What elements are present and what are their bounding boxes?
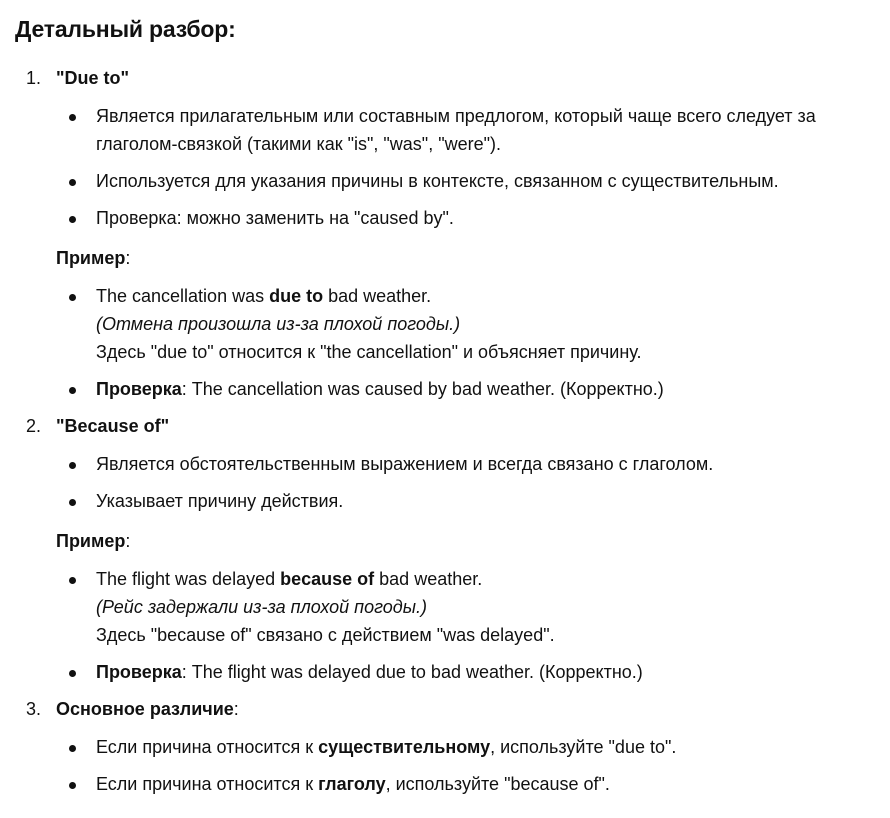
list-item: Указывает причину действия. bbox=[56, 487, 875, 515]
rule-item: Если причина относится к глаголу, используйте "because of". bbox=[56, 770, 875, 798]
section-title: Основное различие: bbox=[56, 699, 239, 719]
check-label: Проверка bbox=[96, 662, 182, 682]
check-label: Проверка bbox=[96, 379, 182, 399]
section-because-of bbox=[15, 412, 875, 686]
example-text-end: bad weather. bbox=[374, 569, 483, 589]
section-number: 2. bbox=[26, 416, 42, 436]
example-translation: (Рейс задержали из-за плохой погоды.) bbox=[96, 597, 427, 617]
rules-list bbox=[56, 733, 875, 798]
list-item: Используется для указания причины в контексте, связанном с существительным. bbox=[56, 167, 875, 195]
section-title: "Due to" bbox=[56, 68, 130, 88]
list-item: Проверка: можно заменить на "caused by". bbox=[56, 204, 875, 232]
example-text: The flight was delayed bbox=[96, 569, 281, 589]
list-item: Является обстоятельственным выражением и всегда связано с глаголом. bbox=[56, 450, 875, 478]
check-item bbox=[56, 375, 875, 403]
example-heading: Пример: bbox=[56, 248, 131, 268]
rule-highlight: существительному bbox=[318, 737, 491, 757]
section-title: "Because of" bbox=[56, 416, 170, 436]
section-number: 1. bbox=[26, 68, 42, 88]
document-content bbox=[15, 12, 875, 807]
check-item bbox=[56, 658, 875, 686]
sections-list bbox=[15, 64, 875, 798]
example-highlight: because of bbox=[280, 569, 375, 589]
example-highlight: due to bbox=[269, 286, 324, 306]
example-note: Здесь "because of" связано с действием "was delayed". bbox=[96, 625, 555, 645]
example-text-end: bad weather. bbox=[323, 286, 432, 306]
bullet-list bbox=[56, 102, 875, 232]
check-text: : The flight was delayed due to bad weather. (Корректно.) bbox=[181, 662, 643, 682]
example-list bbox=[56, 565, 875, 686]
example-list bbox=[56, 282, 875, 403]
bullet-list bbox=[56, 450, 875, 515]
page-title: Детальный разбор: bbox=[15, 16, 236, 42]
example-note: Здесь "due to" относится к "the cancellation" и объясняет причину. bbox=[96, 342, 642, 362]
section-main-difference bbox=[15, 695, 875, 798]
example-heading: Пример: bbox=[56, 531, 131, 551]
section-number: 3. bbox=[26, 699, 42, 719]
rule-item: Если причина относится к существительному, используйте "due to". bbox=[56, 733, 875, 761]
example-item bbox=[56, 282, 875, 366]
section-due-to bbox=[15, 64, 875, 403]
example-translation: (Отмена произошла из-за плохой погоды.) bbox=[96, 314, 461, 334]
example-item bbox=[56, 565, 875, 649]
example-text: The cancellation was bbox=[96, 286, 270, 306]
list-item: Является прилагательным или составным предлогом, который чаще всего следует за глаголом-связкой (такими как "is", "was", "were"). bbox=[56, 102, 875, 158]
rule-highlight: глаголу bbox=[318, 774, 386, 794]
check-text: : The cancellation was caused by bad weather. (Корректно.) bbox=[181, 379, 664, 399]
